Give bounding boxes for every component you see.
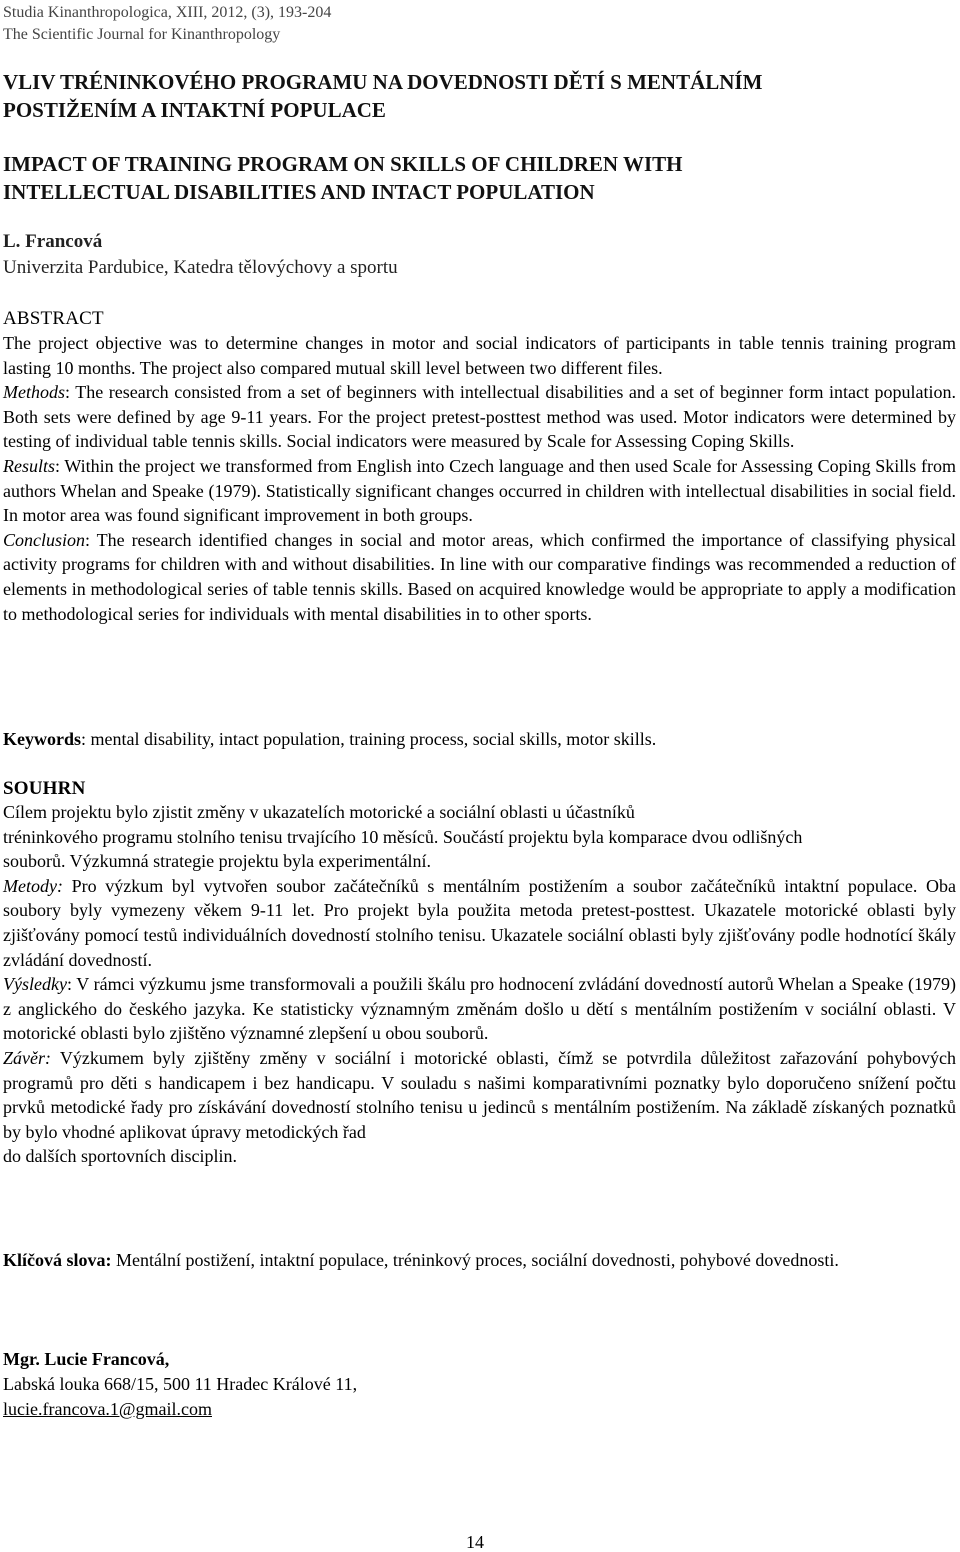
contact-name: Mgr. Lucie Francová, <box>3 1349 170 1369</box>
conclusion-label: Conclusion <box>3 529 86 550</box>
metody-text: Pro výzkum byl vytvořen soubor začátečníků s mentálním postižením a soubor začátečníků intaktní populace. Oba soubory byly vymezeny věkem 9-11 let. Pro projekt byla použita metoda pretest-posttest. Ukazatele motorické oblasti byly zjišťovány pomocí testů individuálních dovedností stolního tenisu. Ukazatele sociální oblasti byly zjišťovány podle hodnotící škály zvládání dovedností. <box>3 875 956 970</box>
title-czech-line-2: POSTIŽENÍM A INTAKTNÍ POPULACE <box>3 98 386 122</box>
keywords-text: : mental disability, intact population, training process, social skills, motor skills. <box>81 729 657 749</box>
results-label: Results <box>3 455 55 476</box>
souhrn-vysledky <box>3 972 956 1046</box>
author-block <box>3 229 398 281</box>
contact-address: Labská louka 668/15, 500 11 Hradec Králové 11, <box>3 1374 358 1394</box>
klicova-slova <box>3 1248 923 1273</box>
author-affiliation: Univerzita Pardubice, Katedra tělovýchovy a sportu <box>3 257 398 278</box>
abstract-intro: The project objective was to determine changes in motor and social indicators of participants in table tennis training program lasting 10 months. The project also compared mutual skill level between two different files. <box>3 333 956 378</box>
souhrn-line-2: tréninkového programu stolního tenisu trvajícího 10 měsíců. Součástí projektu byla komparace dvou odlišných <box>3 826 803 847</box>
contact-block <box>3 1347 357 1422</box>
title-english-line-2: INTELLECTUAL DISABILITIES AND INTACT POPULATION <box>3 180 595 204</box>
results-text: : Within the project we transformed from English into Czech language and then used Scale for Assessing Coping Skills from authors Whelan and Speake (1979). Statistically significant changes occurred in children with intellectual disabilities in social field. In motor area was found significant improvement in both groups. <box>3 455 956 526</box>
abstract-results <box>3 454 956 528</box>
journal-name: The Scientific Journal for Kinanthropology <box>3 26 281 43</box>
abstract-heading: ABSTRACT <box>3 308 104 329</box>
conclusion-text: : The research identified changes in social and motor areas, which confirmed the importance of classifying physical activity programs for children with and without disabilities. In line with our comparative findings was recommended a reduction of elements in methodological series of table tennis skills. Based on acquired knowledge would be appropriate to apply a modification to methodological series for individuals with mental disabilities in to other sports. <box>3 529 956 624</box>
title-english-line-1: IMPACT OF TRAINING PROGRAM ON SKILLS OF CHILDREN WITH <box>3 152 683 176</box>
zaver-text: Výzkumem byly zjištěny změny v sociální i motorické oblasti, čímž se potvrdila důležitost zařazování pohybových programů pro děti s handicapem i bez handicapu. V souladu s našimi komparativními poznatky bylo doporučeno snížení počtu prvků metodické řady pro získávání dovedností stolního tenisu u jedinců s mentálním postižením. Na základě získaných poznatků by bylo vhodné aplikovat úpravy metodických řad <box>3 1047 956 1142</box>
journal-header <box>3 2 331 46</box>
souhrn-line-3: souborů. Výzkumná strategie projektu byla experimentální. <box>3 851 432 872</box>
page-number: 14 <box>466 1532 484 1552</box>
title-english <box>3 150 943 206</box>
souhrn-heading: SOUHRN <box>3 778 86 799</box>
author-name: L. Francová <box>3 231 103 252</box>
metody-label: Metody: <box>3 875 63 896</box>
klicova-slova-label: Klíčová slova: <box>3 1250 112 1270</box>
souhrn-zaver-last: do dalších sportovních disciplin. <box>3 1146 237 1167</box>
keywords-label: Keywords <box>3 729 81 749</box>
contact-email-link[interactable]: lucie.francova.1@gmail.com <box>3 1399 212 1419</box>
title-czech <box>3 68 943 124</box>
abstract-conclusion <box>3 528 956 626</box>
abstract-body <box>3 331 956 626</box>
zaver-label: Závěr: <box>3 1047 51 1068</box>
journal-citation: Studia Kinanthropologica, XIII, 2012, (3), 193-204 <box>3 4 332 21</box>
keywords <box>3 727 956 752</box>
abstract-methods <box>3 380 956 454</box>
souhrn-line-1: Cílem projektu bylo zjistit změny v ukazatelích motorické a sociální oblasti u účastníků <box>3 802 635 822</box>
vysledky-text: : V rámci výzkumu jsme transformovali a použili škálu pro hodnocení zvládání dovedností autorů Whelan a Speake (1979) z anglického do českého jazyka. Ke statisticky významným změnám došlo u dětí s mentálním postižením v sociální oblasti. V motorické oblasti bylo zjištěno významné zlepšení u obou souborů. <box>3 974 956 1044</box>
klicova-slova-text: Mentální postižení, intaktní populace, tréninkový proces, sociální dovednosti, pohybové dovednosti. <box>111 1250 839 1270</box>
souhrn-body <box>3 800 956 1169</box>
methods-label: Methods <box>3 382 65 403</box>
vysledky-label: Výsledky <box>3 974 67 995</box>
methods-text: : The research consisted from a set of beginners with intellectual disabilities and a set of beginner form intact population. Both sets were defined by age 9-11 years. For the project pretest-posttest method was used. Motor indicators were determined by testing of individual table tennis skills. Social indicators were measured by Scale for Assessing Coping Skills. <box>3 382 956 452</box>
souhrn-zaver <box>3 1046 956 1144</box>
title-czech-line-1: VLIV TRÉNINKOVÉHO PROGRAMU NA DOVEDNOSTI DĚTÍ S MENTÁLNÍM <box>3 70 763 94</box>
souhrn-metody <box>3 874 956 972</box>
